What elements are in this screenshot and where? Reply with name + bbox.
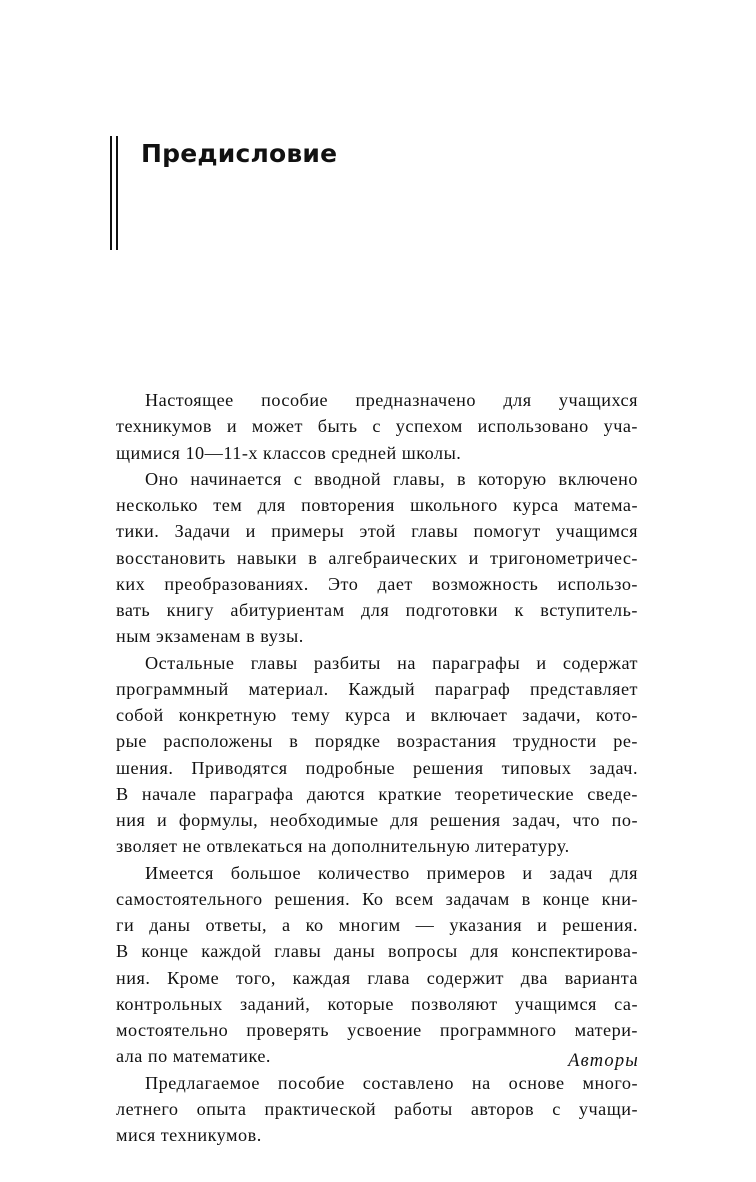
text-line: самостоятельного решения. Ко всем задачам в конце кни- — [116, 888, 638, 909]
text-line: ния. Кроме того, каждая глава содержит два варианта — [116, 967, 638, 988]
text-line: зволяет не отвлекаться на дополнительную литературу. — [116, 836, 570, 857]
chapter-marker-bar — [116, 136, 118, 250]
text-line: контрольных заданий, которые позволяют учащимся са- — [116, 993, 638, 1014]
paragraph-2 — [116, 466, 638, 650]
text-line: несколько тем для повторения школьного курса матема- — [116, 495, 638, 515]
text-line: восстановить навыки в алгебраических и тригонометричес- — [116, 547, 638, 568]
text-line: щимися 10—11-х классов средней школы. — [116, 442, 462, 463]
paragraph-1 — [116, 387, 638, 466]
text-line: Предлагаемое пособие составлено на основе много- — [145, 1072, 638, 1093]
text-line: Остальные главы разбиты на параграфы и содержат — [145, 652, 638, 673]
text-line: мостоятельно проверять усвоение программного матери- — [116, 1020, 638, 1040]
text-line: программный материал. Каждый параграф представляет — [116, 678, 638, 699]
text-line: В начале параграфа даются краткие теоретические сведе- — [116, 783, 638, 804]
text-line: ала по математике. — [116, 1046, 271, 1067]
paragraph-5 — [116, 1070, 638, 1149]
signature-authors: Авторы — [568, 1051, 639, 1071]
text-line: шения. Приводятся подробные решения типовых задач. — [116, 757, 638, 778]
text-line: тики. Задачи и примеры этой главы помогут учащимся — [116, 521, 638, 542]
paragraph-3 — [116, 650, 638, 860]
text-line: вать книгу абитуриентам для подготовки к вступитель- — [116, 600, 638, 620]
chapter-marker-bars — [110, 136, 120, 250]
text-line: собой конкретную тему курса и включает задачи, кото- — [116, 705, 638, 725]
text-line: летнего опыта практической работы авторов с учащи- — [116, 1098, 638, 1119]
text-line: рые расположены в порядке возрастания трудности ре- — [116, 731, 638, 752]
page-title: Предисловие — [141, 139, 338, 168]
text-line: Настоящее пособие предназначено для учащихся — [145, 390, 638, 410]
text-line: ких преобразованиях. Это дает возможность использо- — [116, 573, 638, 594]
chapter-marker-bar — [110, 136, 112, 250]
text-line: ги даны ответы, а ко многим — указания и решения. — [116, 915, 638, 935]
preface-body — [116, 387, 638, 1148]
text-line: техникумов и может быть с успехом использовано уча- — [116, 416, 638, 437]
text-line: ным экзаменам в вузы. — [116, 626, 304, 647]
paragraph-4 — [116, 860, 638, 1070]
text-line: ния и формулы, необходимые для решения задач, что по- — [116, 810, 638, 830]
text-line: Оно начинается с вводной главы, в которую включено — [145, 468, 638, 489]
text-line: Имеется большое количество примеров и задач для — [145, 862, 638, 883]
text-line: В конце каждой главы даны вопросы для конспектирова- — [116, 941, 638, 962]
text-line: мися техникумов. — [116, 1125, 262, 1145]
